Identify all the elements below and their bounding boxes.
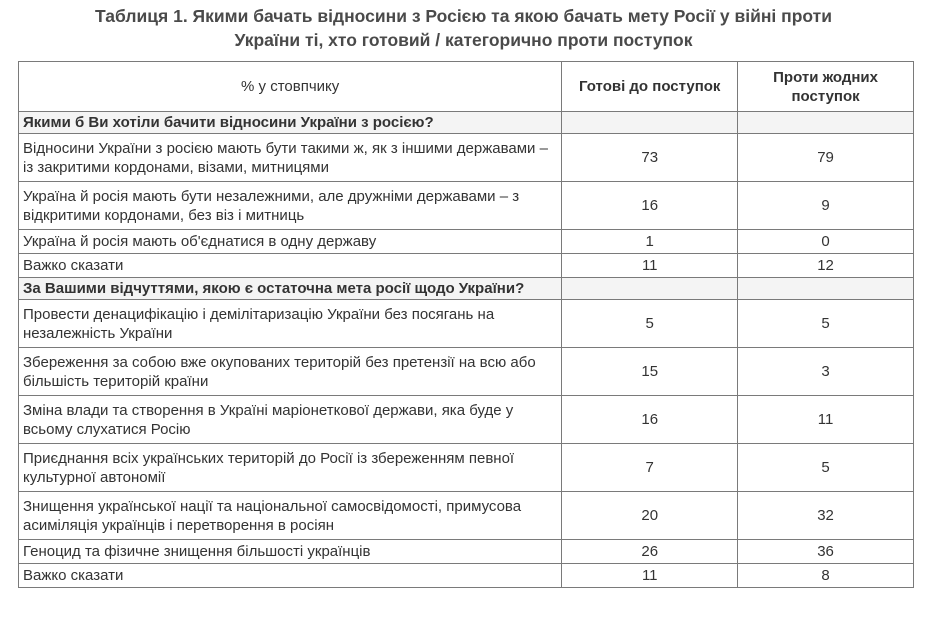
- row-label: Збереження за собою вже окупованих територій без претензії на всю або більшість територій країни: [19, 348, 562, 396]
- value-ready-for-concessions: 20: [562, 492, 738, 540]
- row-label: Знищення української нації та національної самосвідомості, примусова асиміляція українців і перетворення в росіян: [19, 492, 562, 540]
- value-ready-for-concessions: 7: [562, 444, 738, 492]
- table-row: [19, 134, 914, 182]
- row-label: Важко сказати: [19, 254, 562, 278]
- section-empty-cell: [738, 112, 914, 134]
- section-empty-cell: [562, 112, 738, 134]
- table-row: [19, 254, 914, 278]
- value-against-concessions: 79: [738, 134, 914, 182]
- value-ready-for-concessions: 5: [562, 300, 738, 348]
- value-against-concessions: 0: [738, 230, 914, 254]
- header-label: % у стовпчику: [19, 62, 562, 112]
- row-label: Приєднання всіх українських територій до Росії із збереженням певної культурної автономії: [19, 444, 562, 492]
- value-against-concessions: 12: [738, 254, 914, 278]
- value-ready-for-concessions: 26: [562, 540, 738, 564]
- value-ready-for-concessions: 11: [562, 254, 738, 278]
- table-row: [19, 444, 914, 492]
- value-ready-for-concessions: 16: [562, 396, 738, 444]
- value-against-concessions: 8: [738, 564, 914, 588]
- table-row: [19, 396, 914, 444]
- table-row: [19, 348, 914, 396]
- value-against-concessions: 3: [738, 348, 914, 396]
- table-row: [19, 230, 914, 254]
- table-row: [19, 492, 914, 540]
- value-ready-for-concessions: 73: [562, 134, 738, 182]
- section-empty-cell: [738, 278, 914, 300]
- row-label: Зміна влади та створення в Україні маріонеткової держави, яка буде у всьому слухатися Росію: [19, 396, 562, 444]
- value-against-concessions: 11: [738, 396, 914, 444]
- table-title-line-2: України ті, хто готовий / категорично проти поступок: [234, 30, 693, 50]
- value-against-concessions: 32: [738, 492, 914, 540]
- row-label: Відносини України з росією мають бути такими ж, як з іншими державами – із закритими кордонами, візами, митницями: [19, 134, 562, 182]
- value-ready-for-concessions: 1: [562, 230, 738, 254]
- row-label: Важко сказати: [19, 564, 562, 588]
- value-ready-for-concessions: 11: [562, 564, 738, 588]
- value-against-concessions: 9: [738, 182, 914, 230]
- table-row: [19, 182, 914, 230]
- header-ready-for-concessions: Готові до поступок: [562, 62, 738, 112]
- value-against-concessions: 5: [738, 444, 914, 492]
- section-heading-row: [19, 278, 914, 300]
- survey-table: [18, 61, 914, 588]
- row-label: Геноцид та фізичне знищення більшості українців: [19, 540, 562, 564]
- table-header-row: [19, 62, 914, 112]
- table-row: [19, 564, 914, 588]
- table-row: [19, 300, 914, 348]
- section-empty-cell: [562, 278, 738, 300]
- section-heading-row: [19, 112, 914, 134]
- row-label: Україна й росія мають бути незалежними, але дружніми державами – з відкритими кордонами, без віз і митниць: [19, 182, 562, 230]
- section-heading: За Вашими відчуттями, якою є остаточна мета росії щодо України?: [19, 278, 562, 300]
- value-against-concessions: 5: [738, 300, 914, 348]
- header-against-concessions: Проти жодних поступок: [738, 62, 914, 112]
- row-label: Україна й росія мають об'єднатися в одну державу: [19, 230, 562, 254]
- section-heading: Якими б Ви хотіли бачити відносини України з росією?: [19, 112, 562, 134]
- value-ready-for-concessions: 16: [562, 182, 738, 230]
- value-against-concessions: 36: [738, 540, 914, 564]
- table-row: [19, 540, 914, 564]
- table-title: [0, 0, 927, 52]
- table-title-line-1: Таблиця 1. Якими бачать відносини з Росією та якою бачать мету Росії у війні проти: [95, 6, 832, 26]
- value-ready-for-concessions: 15: [562, 348, 738, 396]
- table-body: [19, 112, 914, 588]
- row-label: Провести денацифікацію і демілітаризацію України без посягань на незалежність України: [19, 300, 562, 348]
